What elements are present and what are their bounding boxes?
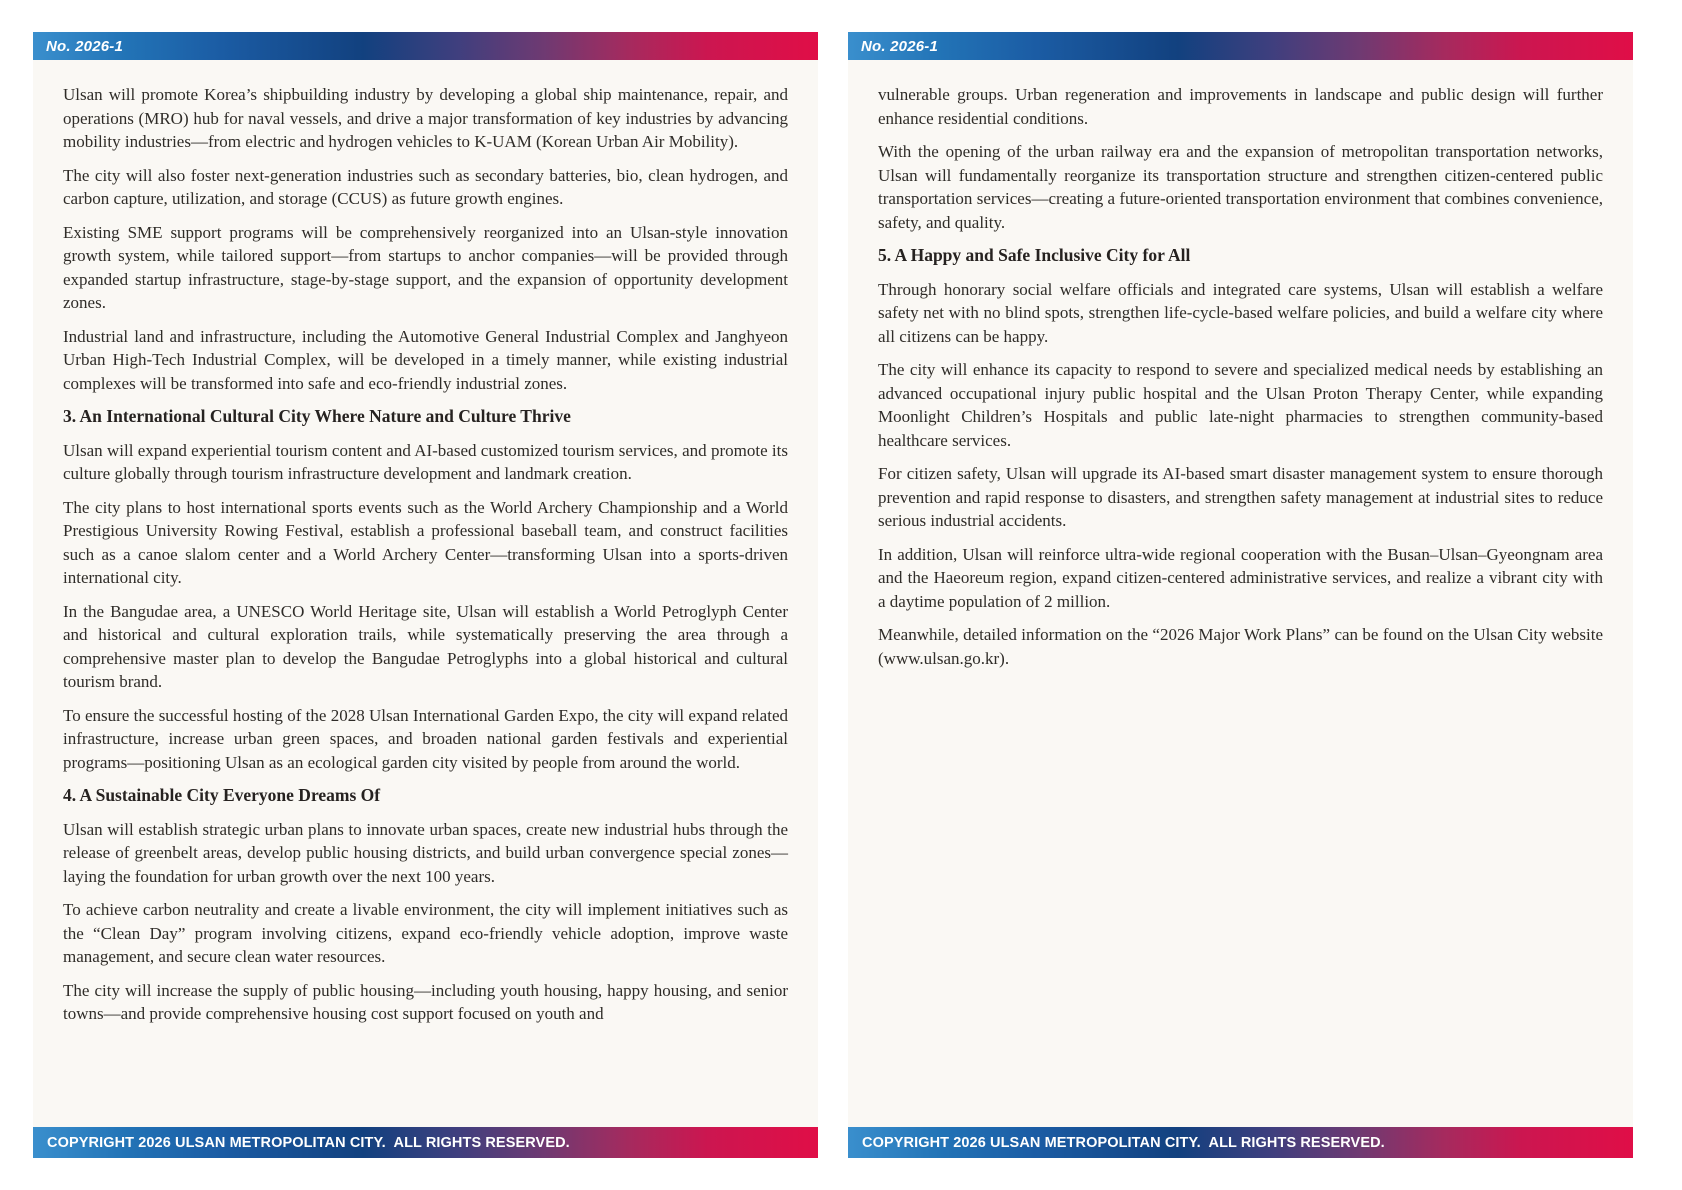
page-footer-bar xyxy=(33,1127,818,1158)
paragraph: Existing SME support programs will be comprehensively reorganized into an Ulsan-style innovation growth system, while tailored support—from startups to anchor companies—will be provided through expanded startup infrastructure, stage-by-stage support, and the expansion of opportunity development zones. xyxy=(63,222,788,312)
paragraph: The city will enhance its capacity to respond to severe and specialized medical needs by establishing an advanced occupational injury public hospital and the Ulsan Proton Therapy Center, while expanding Moonlight Children’s Hospitals and public late-night pharmacies to strengthen community-based healthcare services. xyxy=(878,360,1603,450)
paragraph: Through honorary social welfare officials and integrated care systems, Ulsan will establish a welfare safety net with no blind spots, strengthen life-cycle-based welfare policies, and build a welfare city where all citizens can be happy. xyxy=(878,279,1603,346)
document-number: No. 2026-1 xyxy=(46,37,124,55)
paragraph: In addition, Ulsan will reinforce ultra-wide regional cooperation with the Busan–Ulsan–Gyeongnam area and the Haeoreum region, expand citizen-centered administrative services, and realize a vibrant city with a daytime population of 2 million. xyxy=(878,544,1603,611)
copyright-text: COPYRIGHT 2026 ULSAN METROPOLITAN CITY. ALL RIGHTS RESERVED. xyxy=(862,1134,1385,1151)
paragraph: To ensure the successful hosting of the 2028 Ulsan International Garden Expo, the city will expand related infrastructure, increase urban green spaces, and broaden national garden festivals and experiential programs—positioning Ulsan as an ecological garden city visited by people from around the world. xyxy=(63,705,788,772)
section-heading-4: 4. A Sustainable City Everyone Dreams Of xyxy=(63,785,381,805)
paragraph: Ulsan will establish strategic urban plans to innovate urban spaces, create new industrial hubs through the release of greenbelt areas, develop public housing districts, and build urban convergence special zones—laying the foundation for urban growth over the next 100 years. xyxy=(63,819,788,886)
paragraph: To achieve carbon neutrality and create a livable environment, the city will implement initiatives such as the “Clean Day” program involving citizens, expand eco-friendly vehicle adoption, improve waste management, and secure clean water resources. xyxy=(63,900,788,966)
paragraph: Ulsan will promote Korea’s shipbuilding industry by developing a global ship maintenance, repair, and operations (MRO) hub for naval vessels, and drive a major transformation of key industries by advancing mobility industries—from electric and hydrogen vehicles to K-UAM (Korean Urban Air Mobility). xyxy=(63,85,788,151)
page-header-bar xyxy=(33,32,818,60)
document-number: No. 2026-1 xyxy=(861,37,939,55)
paragraph: Meanwhile, detailed information on the “2026 Major Work Plans” can be found on the Ulsan City website (www.ulsan.go.kr). xyxy=(878,625,1603,668)
paragraph: Industrial land and infrastructure, including the Automotive General Industrial Complex and Janghyeon Urban High-Tech Industrial Complex, will be developed in a timely manner, while existing industrial complexes will be transformed into safe and eco-friendly industrial zones. xyxy=(63,326,788,393)
paragraph: vulnerable groups. Urban regeneration and improvements in landscape and public design will further enhance residential conditions. xyxy=(878,85,1603,128)
paragraph: With the opening of the urban railway era and the expansion of metropolitan transportation networks, Ulsan will fundamentally reorganize its transportation structure and strengthen citizen-centered public transportation services—creating a future-oriented transportation environment that combines convenience, safety, and quality. xyxy=(878,142,1603,232)
page-body xyxy=(848,60,1633,680)
paragraph: In the Bangudae area, a UNESCO World Heritage site, Ulsan will establish a World Petroglyph Center and historical and cultural exploration trails, while systematically preserving the area through a comprehensive master plan to develop the Bangudae Petroglyphs into a global historical and cultural tourism brand. xyxy=(63,601,788,691)
paragraph: The city will increase the supply of public housing—including youth housing, happy housing, and senior towns—and provide comprehensive housing cost support focused on youth and xyxy=(63,980,788,1023)
press-release-page-right xyxy=(848,32,1633,1158)
section-heading-3: 3. An International Cultural City Where Nature and Culture Thrive xyxy=(63,406,571,426)
press-release-page-left xyxy=(33,32,818,1158)
paragraph: The city plans to host international sports events such as the World Archery Championship and a World Prestigious University Rowing Festival, establish a professional baseball team, and construct facilities such as a canoe slalom center and a World Archery Center—transforming Ulsan into a sports-driven international city. xyxy=(63,497,788,587)
page-body xyxy=(33,60,818,1036)
paragraph: The city will also foster next-generation industries such as secondary batteries, bio, clean hydrogen, and carbon capture, utilization, and storage (CCUS) as future growth engines. xyxy=(63,165,788,208)
section-heading-5: 5. A Happy and Safe Inclusive City for All xyxy=(878,245,1191,265)
copyright-text: COPYRIGHT 2026 ULSAN METROPOLITAN CITY. ALL RIGHTS RESERVED. xyxy=(47,1134,570,1151)
paragraph: Ulsan will expand experiential tourism content and AI-based customized tourism services, and promote its culture globally through tourism infrastructure development and landmark creation. xyxy=(63,440,788,483)
page-footer-bar xyxy=(848,1127,1633,1158)
paragraph: For citizen safety, Ulsan will upgrade its AI-based smart disaster management system to ensure thorough prevention and rapid response to disasters, and strengthen safety management at industrial sites to reduce serious industrial accidents. xyxy=(878,464,1603,530)
page-header-bar xyxy=(848,32,1633,60)
